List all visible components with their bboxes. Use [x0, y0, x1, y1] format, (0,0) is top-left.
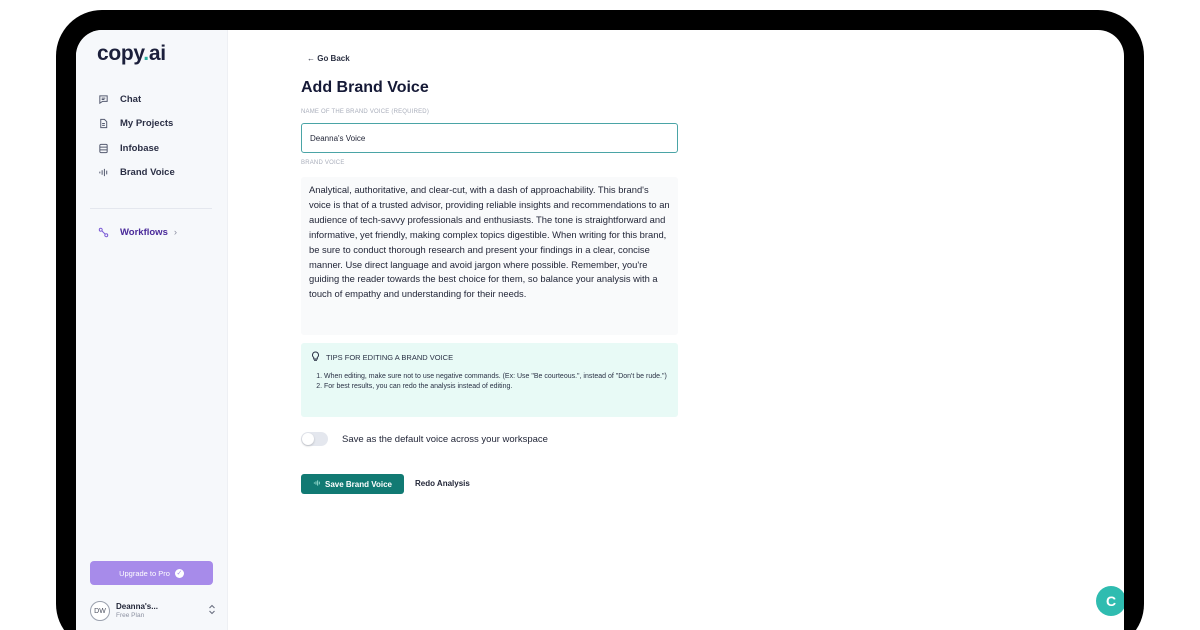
- sidebar-item-label: Workflows: [120, 226, 168, 238]
- default-voice-toggle-row[interactable]: [301, 432, 548, 446]
- sidebar-nav: [76, 87, 228, 185]
- brand-voice-label: BRAND VOICE: [301, 160, 345, 166]
- default-voice-toggle-label: Save as the default voice across your workspace: [342, 433, 548, 445]
- check-badge-icon: ✓: [176, 569, 183, 577]
- tips-panel: [301, 343, 678, 417]
- brand-voice-textarea[interactable]: Analytical, authoritative, and clear-cut, with a dash of approachability. This brand's voice is that of a trusted advisor, providing reliable insights and recommendations to an audience of tech-savvy professionals and enthusiasts. The tone is straightforward and informative, yet friendly, making complex topics digestible. When writing for this brand, be sure to conduct thorough research and present your findings in a clear, concise manner. Use direct language and avoid jargon where possible. Remember, you're guiding the reader towards the best choice for them, so balance your analysis with a touch of empathy and understanding for their needs.: [301, 177, 678, 335]
- go-back-link[interactable]: ← Go Back: [307, 54, 350, 63]
- user-plan: Free Plan: [116, 611, 145, 619]
- tips-heading: [311, 351, 668, 363]
- sidebar-item-brand-voice[interactable]: [76, 161, 228, 186]
- chat-icon: [97, 93, 109, 105]
- sidebar: [76, 30, 228, 630]
- redo-analysis-button[interactable]: Redo Analysis: [415, 479, 470, 488]
- sidebar-divider: [90, 208, 212, 209]
- main-content: [301, 30, 1101, 630]
- sidebar-item-label: Brand Voice: [120, 167, 175, 179]
- document-icon: [97, 118, 109, 130]
- list-item: 1. When editing, make sure not to use negative commands. (Ex: Use "Be courteous.", instead of "Don't be rude."): [324, 372, 668, 382]
- device-frame: [56, 10, 1144, 630]
- tips-list: [311, 372, 668, 392]
- brand-voice-name-input[interactable]: [301, 123, 678, 153]
- workflows-section: [76, 220, 228, 245]
- chat-support-button[interactable]: C: [1096, 586, 1124, 616]
- brand-voice-name-label: NAME OF THE BRAND VOICE (REQUIRED): [301, 109, 430, 115]
- lightbulb-icon: [311, 351, 320, 363]
- avatar: DW: [90, 601, 110, 621]
- waveform-icon: [313, 479, 321, 489]
- upgrade-label: Upgrade to Pro: [119, 568, 170, 578]
- waveform-icon: [97, 167, 109, 179]
- save-brand-voice-label: Save Brand Voice: [325, 479, 392, 489]
- sidebar-item-label: Infobase: [120, 142, 160, 154]
- sidebar-item-label: My Projects: [120, 118, 174, 130]
- chevron-right-icon: ›: [173, 226, 178, 238]
- user-info: [116, 603, 158, 619]
- page-title: Add Brand Voice: [301, 79, 429, 96]
- workflow-icon: [97, 226, 109, 238]
- sidebar-item-infobase[interactable]: [76, 136, 228, 161]
- app-screen: [76, 30, 1124, 630]
- tips-heading-text: TIPS FOR EDITING A BRAND VOICE: [326, 352, 454, 362]
- user-menu[interactable]: [90, 598, 216, 624]
- toggle-knob: [302, 433, 314, 445]
- list-item: 2. For best results, you can redo the analysis instead of editing.: [324, 382, 668, 392]
- sidebar-item-chat[interactable]: [76, 87, 228, 112]
- save-brand-voice-button[interactable]: [301, 474, 404, 494]
- default-voice-toggle[interactable]: [301, 432, 328, 446]
- upgrade-to-pro-button[interactable]: [90, 561, 213, 585]
- sidebar-item-workflows[interactable]: [76, 220, 228, 245]
- chevron-up-down-icon: [208, 604, 216, 617]
- sidebar-item-label: Chat: [120, 93, 142, 105]
- database-icon: [97, 142, 109, 154]
- user-name: Deanna's...: [116, 602, 158, 612]
- copyai-logo[interactable]: copy.ai: [97, 42, 166, 65]
- sidebar-item-my-projects[interactable]: [76, 112, 228, 137]
